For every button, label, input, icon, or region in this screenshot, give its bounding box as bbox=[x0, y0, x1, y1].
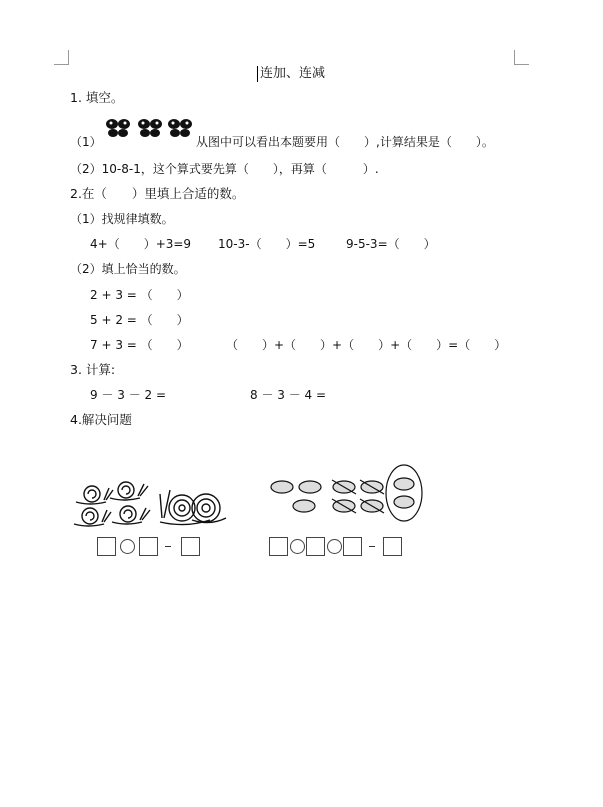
calc-item-2: 8 － 3 － 4 = bbox=[250, 388, 327, 402]
pattern-item-3: 9-5-3=（ ） bbox=[346, 237, 436, 251]
egg-equals-sign bbox=[369, 546, 375, 547]
snail-answer-box-3[interactable] bbox=[181, 537, 200, 556]
page-title: 连加、连减 bbox=[257, 66, 325, 82]
egg-icon bbox=[266, 462, 432, 526]
snail-answer-box-1[interactable] bbox=[97, 537, 116, 556]
butterflies-icon bbox=[104, 116, 196, 142]
egg-answer-box-2[interactable] bbox=[306, 537, 325, 556]
egg-operator-circle-1[interactable] bbox=[290, 539, 305, 554]
fill-item-2: 5 + 2 = （ ） bbox=[90, 313, 189, 327]
fill-item-1: 2 + 3 = （ ） bbox=[90, 288, 189, 302]
section-1-heading: 1. 填空。 bbox=[70, 90, 124, 105]
fill-item-3: 7 + 3 = （ ） bbox=[90, 338, 189, 352]
egg-operator-circle-2[interactable] bbox=[327, 539, 342, 554]
snail-answer-box-2[interactable] bbox=[139, 537, 158, 556]
crop-mark-top-left bbox=[54, 50, 69, 65]
pattern-item-2: 10-3-（ ）=5 bbox=[218, 237, 316, 251]
part-1-label: （1）找规律填数。 bbox=[70, 212, 174, 226]
crop-mark-top-right bbox=[514, 50, 529, 65]
calc-item-1: 9 － 3 － 2 = bbox=[90, 388, 167, 402]
q1-text: 从图中可以看出本题要用（ ）,计算结果是（ ）。 bbox=[196, 135, 494, 149]
q1-number: （1） bbox=[70, 135, 102, 149]
egg-answer-box-4[interactable] bbox=[383, 537, 402, 556]
snail-icon bbox=[72, 472, 232, 534]
egg-answer-box-1[interactable] bbox=[269, 537, 288, 556]
pattern-item-1: 4+（ ）+3=9 bbox=[90, 237, 192, 251]
section-2-heading: 2.在（ ）里填上合适的数。 bbox=[70, 186, 245, 201]
snail-operator-circle[interactable] bbox=[120, 539, 135, 554]
section-4-heading: 4.解决问题 bbox=[70, 412, 132, 427]
q2-text: （2）10-8-1，这个算式要先算（ ），再算（ ）. bbox=[70, 162, 379, 176]
egg-answer-box-3[interactable] bbox=[343, 537, 362, 556]
fill-long-equation: （ ）+（ ）+（ ）+（ ）=（ ） bbox=[226, 338, 507, 352]
snail-equals-sign bbox=[165, 546, 171, 547]
part-2-label: （2）填上恰当的数。 bbox=[70, 262, 186, 276]
section-3-heading: 3. 计算: bbox=[70, 362, 116, 377]
